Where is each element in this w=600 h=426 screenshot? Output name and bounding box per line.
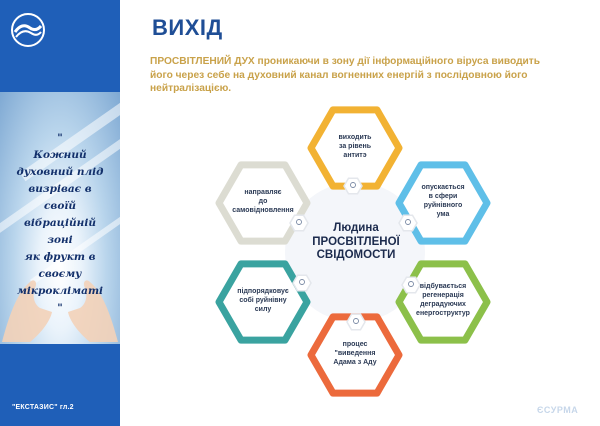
hexagon-label-line: руйнівного xyxy=(423,202,463,209)
quote-line: " xyxy=(57,302,63,314)
hexagon-label-line: в сфери xyxy=(428,193,458,200)
quote-line: своєму xyxy=(38,268,82,280)
hexagon-label-4 xyxy=(315,340,395,367)
hexagon-label-line: підпорядковує xyxy=(237,287,289,295)
quote-line: своїй xyxy=(44,200,76,212)
quote-line: як фрукт в xyxy=(24,251,96,263)
hexagon-label-line: деградуючих xyxy=(420,301,466,308)
bulb-icon xyxy=(344,178,362,194)
hexagon-label-5 xyxy=(223,287,303,314)
quote-line: зоні xyxy=(47,234,73,246)
quote-line: " xyxy=(57,132,63,144)
hexagon-label-line: відбувається xyxy=(419,283,467,290)
hexagon-label-line: собі руйнівну xyxy=(239,296,287,304)
hexagon-label-line: регенерація xyxy=(422,292,464,299)
hexagon-label-line: самовідновлення xyxy=(232,206,294,214)
quote-line: вібраційній xyxy=(24,217,96,229)
hexagon-label-line: виходить xyxy=(338,133,372,141)
hexagon-label-line: енергоструктур xyxy=(416,310,470,317)
hexagon-label-line: за рівень xyxy=(338,142,372,150)
hexagon-label-6 xyxy=(223,188,303,215)
hexagon-label-line: до xyxy=(258,197,268,205)
center-line: ПРОСВІТЛЕНОЇ xyxy=(312,235,400,248)
quote-line: Кожний xyxy=(33,149,87,161)
hexagon-label-line: антитэ xyxy=(343,151,367,159)
center-line: СВІДОМОСТИ xyxy=(316,249,396,261)
diagram-center-title xyxy=(295,222,417,263)
hexagon-label-line: направляє xyxy=(244,188,282,196)
hexagon-label-3 xyxy=(403,282,483,318)
hexagon-label-line: процес xyxy=(342,340,368,348)
hexagon-label-2 xyxy=(403,183,483,219)
hexagon-label-line: Адама з Аду xyxy=(333,358,377,366)
intro-text: ПРОСВІТЛЕНИЙ ДУХ проникаючи в зону дії інформаційного віруса виводить його через себе на духовний канал вогненних енергій з послідовною його нейтралізацією. xyxy=(150,56,541,94)
bulb-icon xyxy=(347,314,365,330)
quote-line: мікрокліматі xyxy=(16,285,104,297)
center-line: Людина xyxy=(333,222,379,234)
hexagon-label-line: силу xyxy=(254,305,272,313)
quote-line: визріває в xyxy=(28,183,92,195)
hexagon-label-1 xyxy=(315,133,395,160)
hexagon-label-line: ума xyxy=(436,211,450,218)
brand-watermark: ЄСУРМА xyxy=(537,405,579,415)
book-reference: "ЕКСТАЗИС" гл.2 xyxy=(12,404,74,411)
page-title: ВИХІД xyxy=(152,15,223,40)
quote-line: духовний плід xyxy=(16,166,104,178)
hexagon-label-line: "виведення xyxy=(334,349,376,357)
hexagon-label-line: опускається xyxy=(421,184,465,191)
